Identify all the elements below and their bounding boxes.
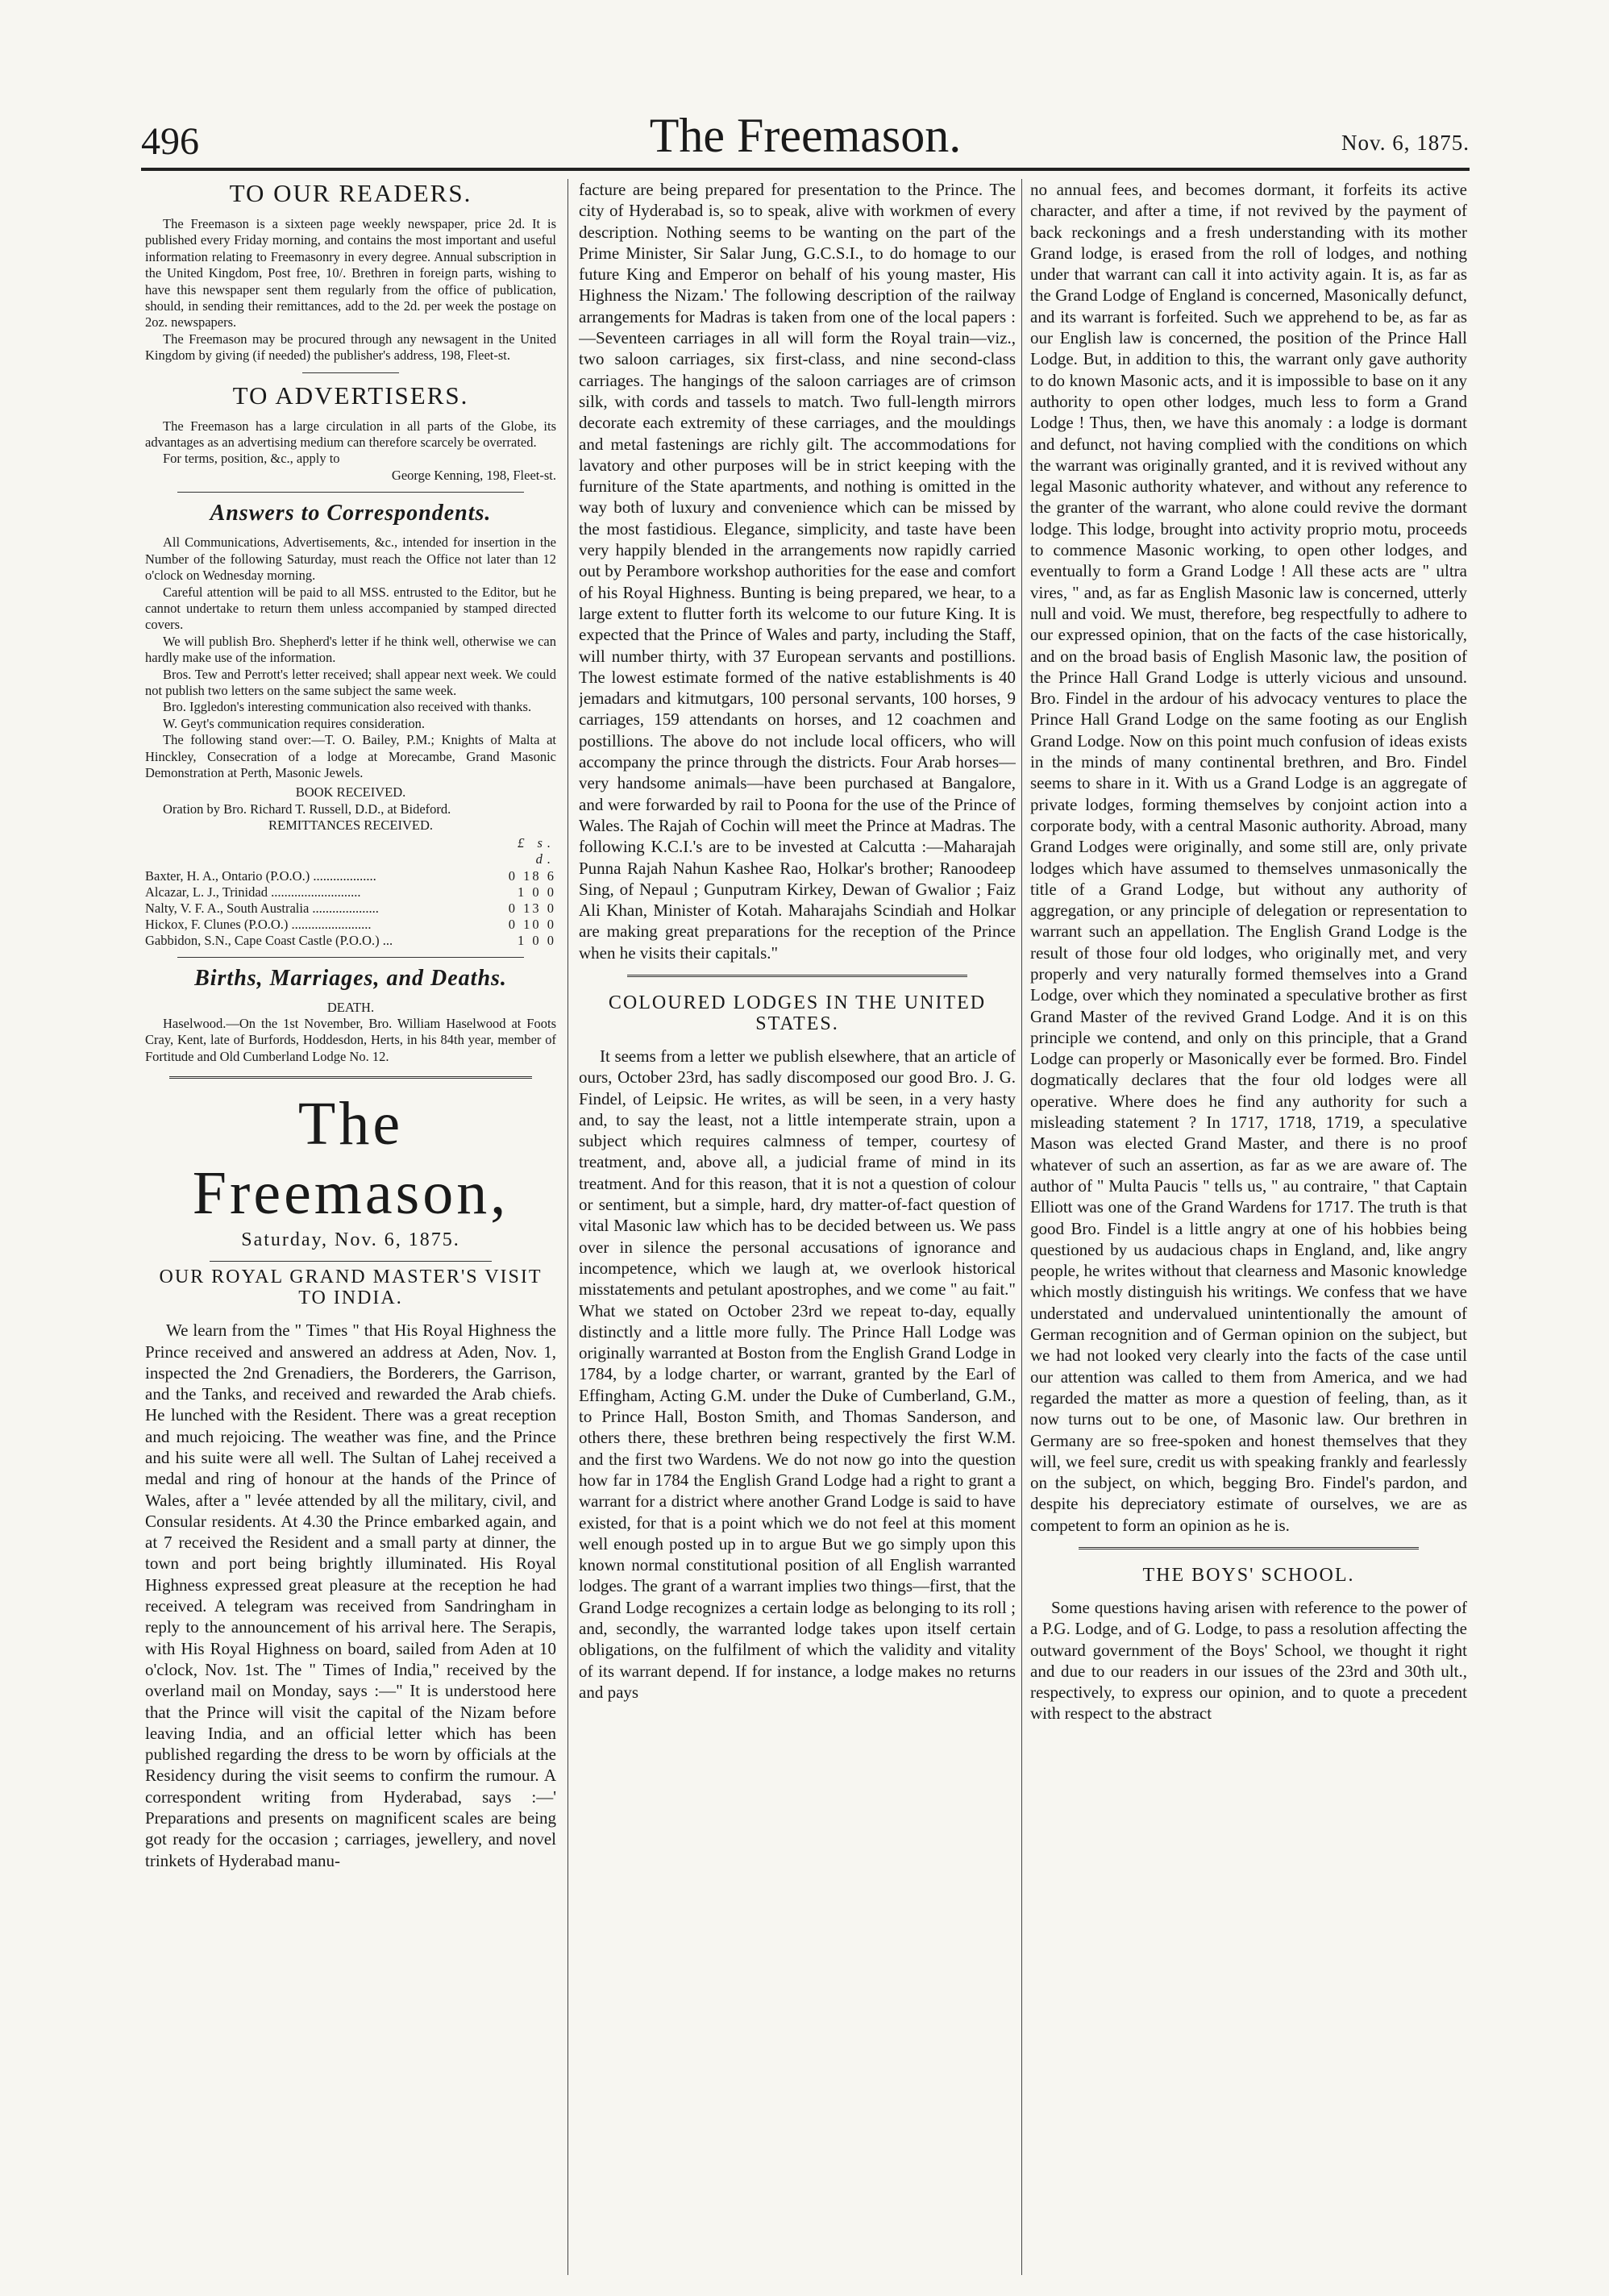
remittances-table <box>145 834 556 949</box>
remittance-row <box>145 884 556 901</box>
to-readers-paragraph: The Freemason may be procured through any newsagent in the United Kingdom by giving (if needed) the publisher's address, 198, Fleet-st. <box>145 331 556 364</box>
divider <box>177 492 524 493</box>
to-readers-heading: TO OUR READERS. <box>229 179 472 207</box>
to-advertisers-paragraph: The Freemason has a large circulation in all parts of the Globe, its advantages as an advertising medium can therefore scarcely be overrated. <box>145 418 556 451</box>
correspondents-heading: Answers to Correspondents. <box>210 501 492 526</box>
india-text-continued: facture are being prepared for presentation to the Prince. The city of Hyderabad is, so to speak, alive with workmen of every description. Nothing seems to be wanting on the part of the Prime Minister, Sir Salar Jung, G.C.S.I., to do homage to our future King and Emperor on behalf of his young master, His Highness the Nizam.' The following description of the railway arrangements for Madras is taken from one of the local papers :—Seventeen carriages in all will form the Royal train—viz., two saloon carriages, six first-class, and nine second-class carriages. The hangings of the saloon carriages are of crimson silk, with cords and tassels to match. Two full-length mirrors decorate each extremity of these carriages, and the mouldings and metal fastenings are richly gilt. The accommodations for lavatory and other purposes will be in strict keeping with the furniture of the State apartments, and nothing is omitted in the way both of luxury and convenience which can be missed by the most fastidious. Elegance, simplicity, and taste have been very happily blended in the arrangements now rapidly carried out by Perambore workshop authorities for the ease and comfort of his Royal Highness. Bunting is being prepared, we hear, to a large extent to flutter forth its welcome to our future King. It is expected that the Prince of Wales and party, including the Staff, will number thirty, with 37 European servants and postillions. The lowest estimate formed of the native establishments is 40 jemadars and kitmutgars, 100 personal servants, 100 horses, 9 carriages, 159 attendants on horses, and 12 coachmen and postillions. The above do not include local officers, who will accompany the prince through the districts. Four Arab horses—very handsome animals—have been purchased at Bangalore, and were forwarded by rail to Poona for the use of the Prince of Wales. The Rajah of Cochin will meet the Prince at Madras. The following K.C.I.'s are to be invested at Calcutta :—Maharajah Punna Rajah Nahun Kashee Rao, Holkar's brother; Ranoodeep Sing, of Nepaul ; Gunputram Kirkey, Dewan of Gwalior ; Faiz Ali Khan, Minister of Kotah. Maharajahs Scindiah and Holkar are making great preparations for the reception of the Prince when he visits their capitals." <box>579 180 1016 963</box>
remittances-heading: REMITTANCES RECEIVED. <box>268 817 433 834</box>
correspondents-paragraph: Bro. Iggledon's interesting communication also received with thanks. <box>163 699 532 715</box>
india-text: We learn from the " Times " that His Royal Highness the Prince received and answered an address at Aden, Nov. 1, inspected the 2nd Grenadiers, the Borderers, the Garrison, and the Tanks, and received and rewarded the Arab chiefs. He lunched with the Resident. There was a great reception and much rejoicing. The weather was fine, and the Prince and his suite were all well. The Sultan of Lahej received a medal and ring of honour at the hands of the Prince of Wales, after a " levée attended by all the military, civil, and Consular residents. At 4.30 the Prince embarked again, and at 7 received the Resident and a small party at dinner, the town and port being brightly illuminated. His Royal Highness expressed great pleasure at the reception he had received. A telegram was received from Sandringham in reply to the announcement of his arrival here. The Serapis, with His Royal Highness on board, sailed from Aden at 10 o'clock, Nov. 1st. The " Times of India," received by the overland mail on Monday, says :—" It is understood here that the Prince will visit the capital of the Nizam before leaving India, and an official letter which has been published regarding the dress to be worn by officials at the Residency during the visit seems to confirm the rumour. A correspondent writing from Hyderabad, says :—' Preparations and presents on magnificent scales are being got ready for the occasion ; carriages, jewellery, and novel trinkets of Hyderabad manu- <box>145 1321 556 1870</box>
remittance-amount: 1 0 0 <box>518 932 556 948</box>
correspondents-paragraph: Bros. Tew and Perrott's letter received; shall appear next week. We could not publish two letters on the same subject the same week. <box>145 666 556 698</box>
column-2 <box>579 179 1016 2275</box>
leader-date: Saturday, Nov. 6, 1875. <box>241 1229 460 1251</box>
book-received-line: Oration by Bro. Richard T. Russell, D.D., at Bideford. <box>163 801 451 817</box>
india-heading: OUR ROYAL GRAND MASTER'S VISIT TO INDIA. <box>159 1267 543 1309</box>
remittance-units <box>500 834 556 868</box>
divider <box>1079 1547 1419 1552</box>
divider <box>302 372 399 373</box>
coloured-lodges-text-continued: no annual fees, and becomes dormant, it forfeits its active character, and after a time, if not revived by the payment of back reckonings and a fresh understanding with its mother Grand lodge, is erased from the roll of lodges, and nothing under that warrant can call it into activity again. It is, as far as the Grand Lodge of England is concerned, Masonically defunct, and its warrant is forfeited. Such we apprehend to be, as far as our English law is concerned, the position of the Prince Hall Lodge. But, in addition to this, the warrant only gave authority to do known Masonic acts, and it is impossible to base on it any authority to open other lodges, much less to form a Grand Lodge ! Thus, then, we have this anomaly : a lodge is dormant and defunct, not having complied with the conditions on which the warrant was originally granted, and it is revived without any legal Masonic authority whatever, and without any reference to the granter of the warrant, who alone could revive the dormant lodge. This lodge, brought into activity proprio motu, proceeds to commence Masonic working, to open other lodges, and eventually to form a Grand Lodge ! All these acts are " ultra vires, " and, as far as English Masonic law is concerned, utterly null and void. We must, therefore, beg respectfully to adhere to our expressed opinion, that on the facts of the case historically, and on the broad basis of English Masonic law, the position of the Prince Hall Grand Lodge is utterly vicious and unsound. Bro. Findel in the ardour of his advocacy ventures to place the Prince Hall Grand Lodge on the same footing as our English Grand Lodge. Now on this point much confusion of ideas exists in the minds of many continental brethren, and Bro. Findel seems to share in it. With us a Grand Lodge is an aggregate of private lodges, forming themselves by conjoint action into a corporate body, with a central Masonic authority. Abroad, many Grand Lodges were originally, and some still are, only private lodges which have assumed to themselves unmasonically the title of a Grand Lodge, but without any authority of aggregation, or any principle of delegation or representation to warrant such an appellation. The English Grand Lodge is the result of those four old lodges, who originally met, and very properly and very naturally formed themselves into a Grand Lodge, over which they nominated a speculative brother as first Grand Master of the revived Grand Lodge. And it is on this principle we contend, and only on this principle, that a Grand Lodge can properly or Masonically ever be formed. Bro. Findel dogmatically declares that the four old lodges were all operative. Where does he find any authority for such a misleading statement ? In 1717, 1718, 1719, a speculative Mason was elected Grand Master, and there is no proof whatever of such an assertion, as far as we are aware of. The author of " Multa Paucis " tells us, " au contraire, " that Captain Elliott was one of the Grand Wardens for 1717. The truth is that good Bro. Findel is a little angry at one of his hobbies being questioned by us audacious chaps in England, and, like angry people, he writes without that clearness and Masonic knowledge which mostly distinguish his writings. We confess that we have understated and undervalued unintentionally the amount of German recognition and of German opinion on the subject, but we had not looked very clearly into the facts of the case until our attention was called to them from America, and we had regarded the matter as more a question of feeling, than, as it now turns out to be one, of Masonic law. Our brethren in Germany are so free-spoken and honest themselves that they will, we feel sure, credit us with speaking frankly and fearlessly on the subject, on which, begging Bro. Findel's pardon, and despite his depreciatory estimate of ourselves, we are as competent to form an opinion as he is. <box>1030 180 1467 1535</box>
remittance-name: Nalty, V. F. A., South Australia .................... <box>145 900 379 916</box>
remittance-name: Baxter, H. A., Ontario (P.O.O.) ................... <box>145 867 376 884</box>
page-number: 496 <box>141 120 199 163</box>
remittance-row <box>145 917 556 933</box>
remittance-amount: 0 13 0 <box>508 900 556 916</box>
remittance-amount: 0 10 0 <box>508 916 556 932</box>
death-notice: Haselwood.—On the 1st November, Bro. William Haselwood at Foots Cray, Kent, late of Burfords, Hoddesdon, Herts, in his 84th year, member of Fortitude and Old Cumberland Lodge No. 12. <box>145 1016 556 1064</box>
masthead-rule <box>141 168 1470 171</box>
coloured-lodges-heading: COLOURED LODGES IN THE UNITED STATES. <box>608 992 987 1034</box>
divider <box>627 975 967 980</box>
bmd-heading: Births, Marriages, and Deaths. <box>194 965 507 991</box>
to-advertisers-heading: TO ADVERTISERS. <box>232 381 469 410</box>
correspondents-paragraph: Careful attention will be paid to all MSS. entrusted to the Editor, but he cannot undertake to return them unless accompanied by stamped directed covers. <box>145 584 556 633</box>
unit-pounds: £ <box>518 834 530 851</box>
divider <box>210 1261 492 1262</box>
masthead-title: The Freemason. <box>649 109 962 162</box>
remittance-row <box>145 901 556 917</box>
remittance-row <box>145 868 556 884</box>
to-readers-paragraph: The Freemason is a sixteen page weekly newspaper, price 2d. It is published every Friday morning, and contains the most important and useful information relating to Freemasonry in every degree. Annual subscription in the United Kingdom, Post free, 10/. Brethren in foreign parts, wishing to have this newspaper sent them regularly from the office of publication, should, in sending their remittances, add to the 2d. per week the postage on 2oz. newspapers. <box>145 216 556 331</box>
correspondents-paragraph: The following stand over:—T. O. Bailey, P.M.; Knights of Malta at Hinckley, Consecration of a lodge at Morecambe, Grand Masonic Demonstration at Perth, Masonic Jewels. <box>145 732 556 780</box>
correspondents-paragraph: All Communications, Advertisements, &c., intended for insertion in the Number of the following Saturday, must reach the Office not later than 12 o'clock on Wednesday morning. <box>145 534 556 584</box>
to-advertisers-terms: For terms, position, &c., apply to <box>163 451 340 467</box>
correspondents-paragraph: W. Geyt's communication requires consideration. <box>163 715 425 731</box>
coloured-lodges-text: It seems from a letter we publish elsewhere, that an article of ours, October 23rd, has sadly discomposed our good Bro. J. G. Findel, of Leipsic. He writes, as will be seen, in a very hasty and, to say the least, not a little intemperate strain, upon a subject which requires calmness of temper, courtesy of treatment, and, above all, a judicial frame of mind in its treatment. And for this reason, that it is not a question of colour or sentiment, but a simple, hard, dry matter-of-fact question of vital Masonic law which has to be decided between us. We pass over in silence the personal accusations of ignorance and incompetence, which we laugh at, we overlook historical misstatements and petulant apostrophes, and we come " au fait." What we stated on October 23rd we repeat to-day, equally distinctly and a little more fully. The Prince Hall Lodge was originally warranted at Boston from the English Grand Lodge in 1784, by a lodge charter, or warrant, granted by the Earl of Effingham, Acting G.M. under the Duke of Cumberland, G.M., to Prince Hall, Boston Smith, and Thomas Sanderson, and others there, these brethren being respectively the first W.M. and the first two Wardens. We do not now go into the question how far in 1784 the English Grand Lodge had a right to grant a warrant for a district where another Grand Lodge is said to have existed, for that is a point which we do not feel at this moment well enough posted up in to argue But we go simply upon this known normal constitutional position of all English warranted lodges. The grant of a warrant implies two things—first, that the Grand Lodge recognizes a certain lodge as belonging to its roll ; and, secondly, the warranted lodge takes upon itself certain obligations, on the fulfilment of which the validity and vitality of its warrant depend. If for instance, a lodge makes no returns and pays <box>579 1046 1016 1702</box>
divider <box>177 957 524 958</box>
remittance-row <box>145 933 556 949</box>
book-received-heading: BOOK RECEIVED. <box>295 784 406 801</box>
boys-school-text: Some questions having arisen with reference to the power of a P.G. Lodge, and of G. Lodge, to pass a resolution affecting the outward government of the Boys' School, we thought it right and due to our readers in our issues of the 23rd and 30th ult., respectively, to express our opinion, and to quote a precedent with respect to the abstract <box>1030 1598 1467 1724</box>
boys-school-heading: THE BOYS' SCHOOL. <box>1142 1565 1355 1586</box>
unit-pence: d. <box>535 851 555 867</box>
remittance-name: Gabbidon, S.N., Cape Coast Castle (P.O.O.) ... <box>145 932 393 948</box>
unit-shillings: s. <box>537 834 555 851</box>
remittance-amount: 1 0 0 <box>518 884 556 900</box>
masthead <box>141 103 1470 168</box>
remittance-name: Alcazar, L. J., Trinidad ........................... <box>145 884 361 900</box>
masthead-date: Nov. 6, 1875. <box>1341 131 1470 155</box>
remittance-name: Hickox, F. Clunes (P.O.O.) ........................ <box>145 916 372 932</box>
remittances-units-row <box>145 834 556 868</box>
leader-title: The Freemason, <box>192 1090 509 1228</box>
column-1 <box>145 179 556 2275</box>
death-heading: DEATH. <box>326 999 375 1015</box>
divider <box>169 1076 532 1081</box>
remittance-amount: 0 18 6 <box>508 867 556 884</box>
column-rule <box>1021 179 1022 2275</box>
correspondents-paragraph: We will publish Bro. Shepherd's letter if he think well, otherwise we can hardly make use of the information. <box>145 633 556 666</box>
to-advertisers-signature: George Kenning, 198, Fleet-st. <box>391 467 556 483</box>
column-3 <box>1030 179 1467 2275</box>
